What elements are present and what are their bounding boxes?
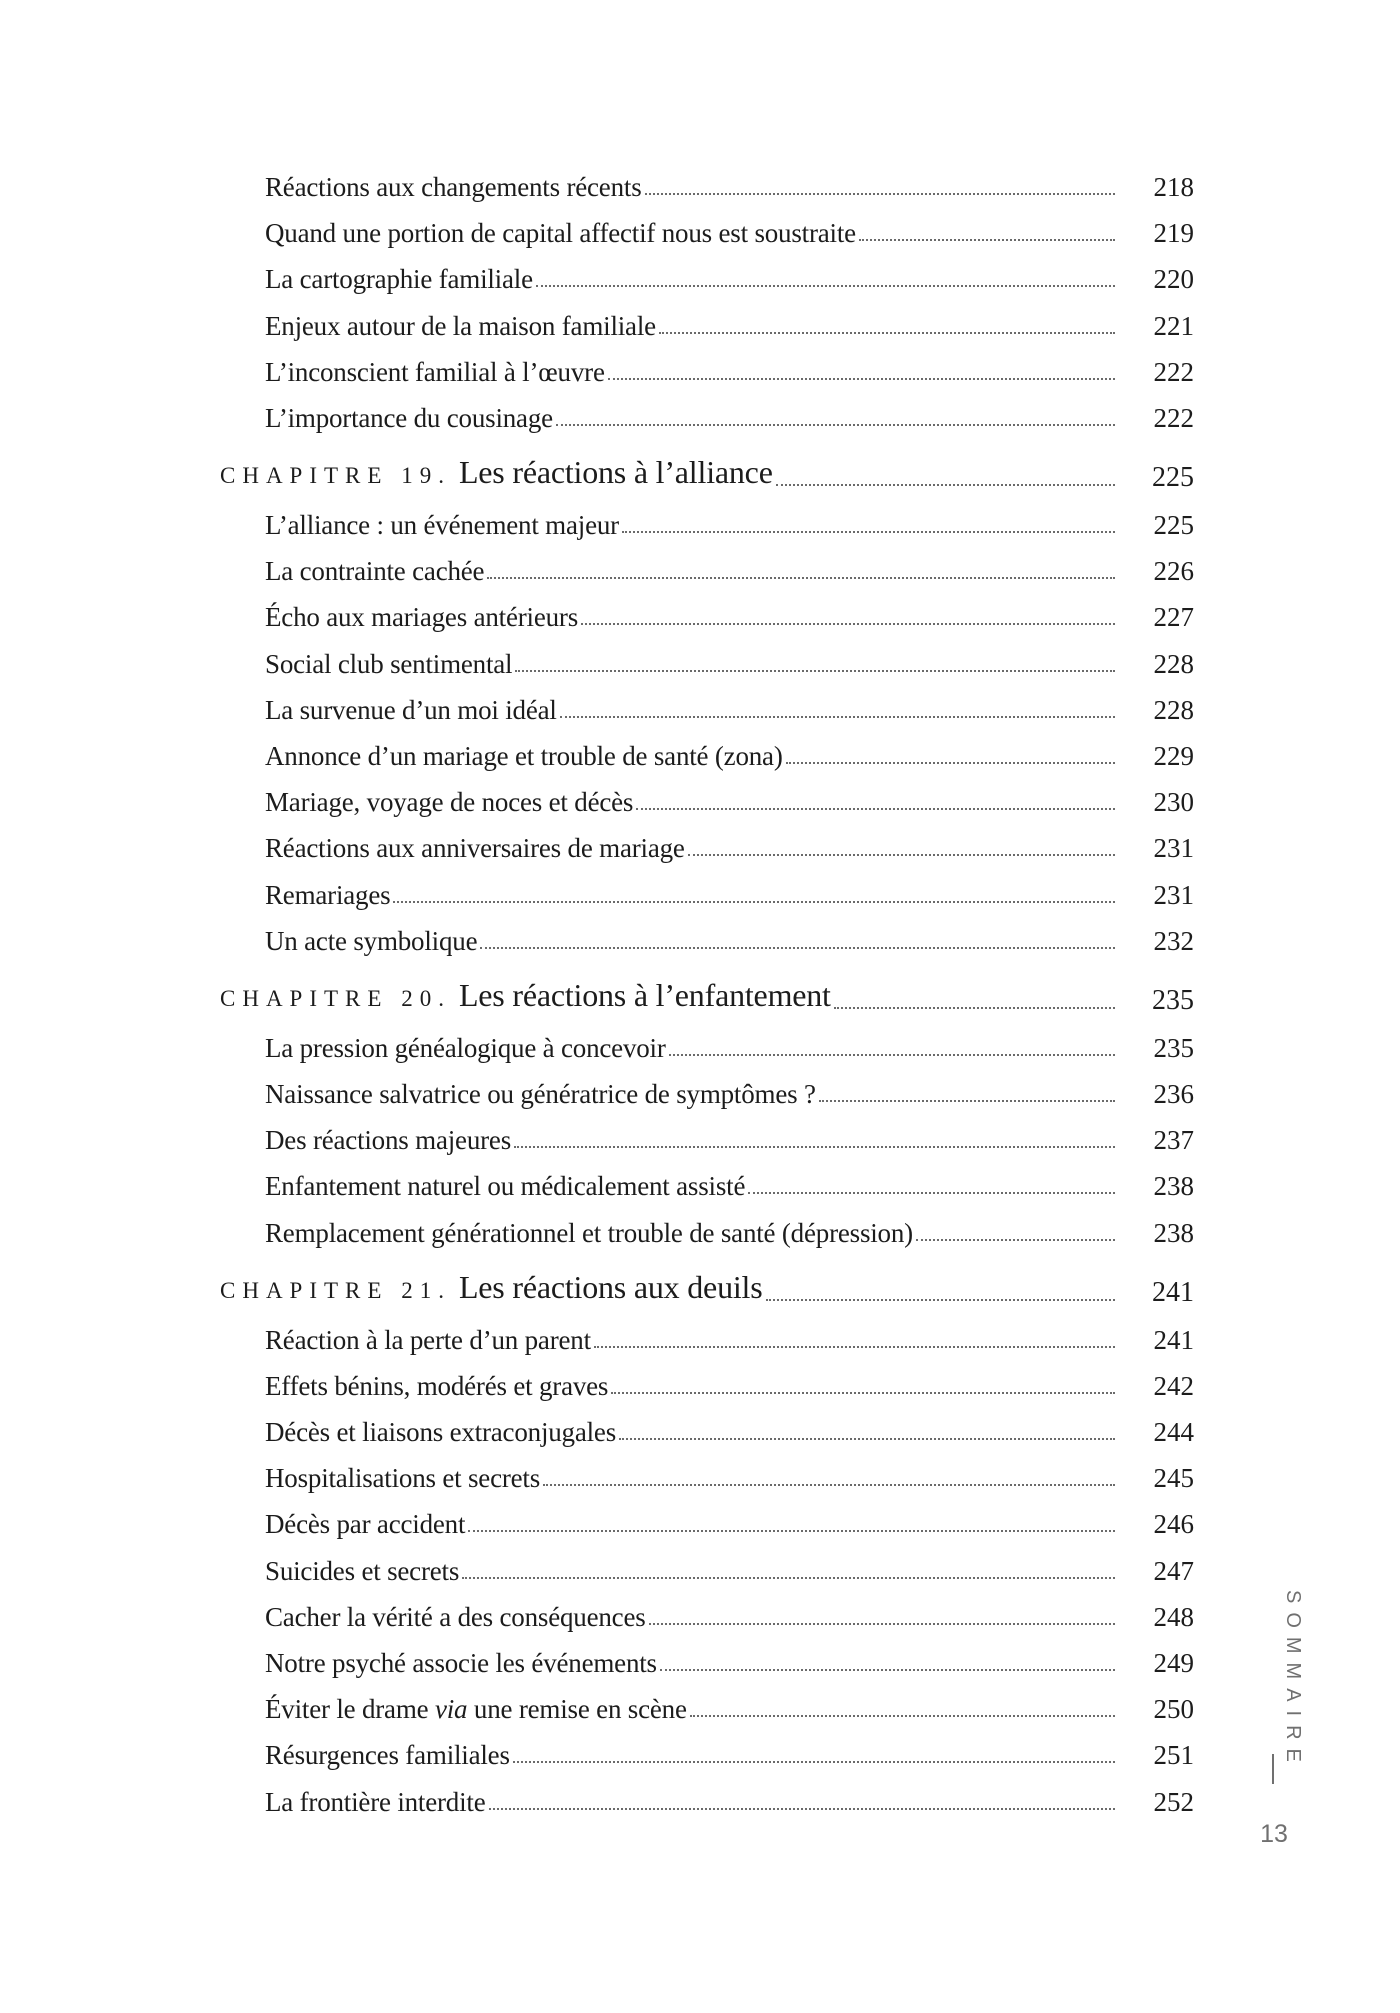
toc-entry-text bbox=[265, 209, 1115, 249]
toc-page-number: 242 bbox=[1153, 1370, 1194, 1401]
toc-entry-row[interactable] bbox=[0, 1639, 1400, 1679]
dot-leader bbox=[556, 423, 1115, 426]
toc-entry-title: Remariages bbox=[265, 879, 391, 910]
toc-entry-row[interactable] bbox=[0, 1362, 1400, 1402]
toc-entry-row[interactable] bbox=[0, 1685, 1400, 1725]
toc-entry-text bbox=[265, 593, 1115, 633]
toc-entry-text bbox=[265, 302, 1115, 342]
toc-entry-row[interactable] bbox=[0, 917, 1400, 957]
toc-entry-title: Effets bénins, modérés et graves bbox=[265, 1370, 609, 1401]
toc-entry-row[interactable] bbox=[0, 640, 1400, 680]
toc-entry-title: La cartographie familiale bbox=[265, 264, 533, 295]
toc-entry-title: Annonce d’un mariage et trouble de santé (zona) bbox=[265, 741, 783, 771]
toc-entry-row[interactable] bbox=[0, 871, 1400, 911]
toc-entry-text bbox=[265, 1547, 1115, 1587]
toc-chapter-row[interactable] bbox=[0, 977, 1400, 1017]
toc-entry-title-wrap bbox=[265, 648, 512, 680]
dot-leader bbox=[536, 284, 1115, 287]
toc-entry-text bbox=[265, 394, 1115, 434]
toc-page-number: 231 bbox=[1153, 833, 1194, 864]
toc-entry-title-wrap bbox=[265, 217, 856, 249]
toc-entry-title: La frontière interdite bbox=[265, 1786, 486, 1817]
toc-entry-title: Cacher la vérité a des conséquences bbox=[265, 1601, 646, 1632]
toc-entry-title-wrap bbox=[265, 402, 553, 434]
dot-leader bbox=[766, 1298, 1116, 1301]
toc-entry-title: L’importance du cousinage bbox=[265, 403, 553, 433]
toc-entry-text bbox=[220, 1269, 1115, 1309]
toc-entry-title: Remplacement générationnel et trouble de santé (dépression) bbox=[265, 1217, 913, 1248]
dot-leader bbox=[462, 1576, 1115, 1579]
toc-entry-title: Enfantement naturel ou médicalement assisté bbox=[265, 1171, 746, 1202]
dot-leader bbox=[560, 715, 1115, 718]
toc-entry-title-wrap bbox=[265, 1786, 486, 1818]
toc-page-number: 236 bbox=[1153, 1079, 1194, 1109]
toc-entry-title-italic: via bbox=[434, 1694, 468, 1725]
toc-entry-title-wrap bbox=[220, 977, 831, 1017]
dot-leader bbox=[819, 1099, 1115, 1102]
toc-entry-row[interactable] bbox=[0, 1070, 1400, 1110]
dot-leader bbox=[581, 622, 1115, 625]
toc-entry-text bbox=[265, 640, 1115, 680]
dot-leader bbox=[659, 331, 1115, 334]
toc-entry-title-wrap bbox=[265, 555, 484, 587]
dot-leader bbox=[611, 1391, 1115, 1394]
toc-entry-title-wrap bbox=[265, 1324, 591, 1356]
toc-entry-row[interactable] bbox=[0, 1209, 1400, 1249]
toc-entry-row[interactable] bbox=[0, 593, 1400, 633]
dot-leader bbox=[480, 946, 1115, 949]
toc-entry-row[interactable] bbox=[0, 1454, 1400, 1494]
toc-entry-title: Enjeux autour de la maison familiale bbox=[265, 310, 656, 341]
dot-leader bbox=[515, 669, 1115, 672]
toc-entry-title-wrap bbox=[265, 1217, 913, 1249]
toc-page-number: 219 bbox=[1153, 218, 1194, 249]
chapter-title: Les réactions aux deuils bbox=[458, 1268, 763, 1305]
toc-entry-row[interactable] bbox=[0, 686, 1400, 726]
toc-entry-title-wrap bbox=[265, 1647, 657, 1679]
toc-entry-text bbox=[265, 917, 1115, 957]
toc-entry-title: une remise en scène bbox=[467, 1694, 687, 1725]
toc-page-number: 232 bbox=[1153, 925, 1194, 956]
toc-entry-row[interactable] bbox=[0, 163, 1400, 203]
dot-leader bbox=[786, 761, 1115, 764]
toc-page-number: 222 bbox=[1153, 356, 1194, 387]
toc-entry-text bbox=[265, 1162, 1115, 1202]
toc-page-number: 228 bbox=[1153, 648, 1194, 679]
toc-entry-title-wrap bbox=[265, 356, 605, 388]
folio-divider bbox=[1272, 1754, 1274, 1784]
dot-leader bbox=[649, 1622, 1115, 1625]
toc-entry-text bbox=[265, 1778, 1115, 1818]
chapter-title: Les réactions à l’alliance bbox=[458, 454, 773, 490]
toc-entry-title-wrap bbox=[265, 832, 685, 864]
toc-entry-text bbox=[265, 547, 1115, 587]
toc-entry-text bbox=[220, 454, 1115, 494]
toc-page-number: 244 bbox=[1153, 1417, 1194, 1447]
toc-entry-row[interactable] bbox=[0, 1162, 1400, 1202]
dot-leader bbox=[645, 192, 1115, 195]
toc-entry-text bbox=[265, 1500, 1115, 1540]
dot-leader bbox=[622, 530, 1115, 533]
toc-entry-row[interactable] bbox=[0, 1024, 1400, 1064]
toc-entry-row[interactable] bbox=[0, 1778, 1400, 1818]
toc-entry-title: Décès par accident bbox=[265, 1509, 466, 1540]
chapter-label: CHAPITRE 19. bbox=[220, 463, 451, 488]
toc-page-number: 248 bbox=[1153, 1601, 1194, 1632]
toc-page-number: 247 bbox=[1153, 1555, 1194, 1586]
toc-entry-title-wrap bbox=[265, 786, 633, 818]
toc-entry-row[interactable] bbox=[0, 1547, 1400, 1587]
toc-entry-title: Des réactions majeures bbox=[265, 1125, 511, 1156]
toc-page-number: 249 bbox=[1153, 1648, 1194, 1678]
toc-entry-text bbox=[265, 1408, 1115, 1448]
toc-entry-title-wrap bbox=[265, 1693, 687, 1725]
toc-entry-title-wrap bbox=[265, 879, 390, 911]
dot-leader bbox=[916, 1238, 1115, 1241]
dot-leader bbox=[636, 807, 1115, 810]
toc-chapter-row[interactable] bbox=[0, 1269, 1400, 1309]
dot-leader bbox=[468, 1529, 1115, 1532]
toc-entry-row[interactable] bbox=[0, 302, 1400, 342]
toc-entry-title-wrap bbox=[265, 1416, 616, 1448]
toc-entry-row[interactable] bbox=[0, 394, 1400, 434]
toc-page-number: 238 bbox=[1153, 1171, 1194, 1202]
toc-page-number: 226 bbox=[1153, 556, 1194, 587]
toc-entry-text bbox=[265, 824, 1115, 864]
toc-entry-row[interactable] bbox=[0, 348, 1400, 388]
dot-leader bbox=[690, 1714, 1115, 1717]
toc-entry-text bbox=[265, 1362, 1115, 1402]
toc-entry-text bbox=[265, 1593, 1115, 1633]
toc-page-number: 246 bbox=[1153, 1509, 1194, 1540]
toc-entry-text bbox=[265, 1316, 1115, 1356]
toc-entry-title: Suicides et secrets bbox=[265, 1555, 460, 1586]
toc-entry-row[interactable] bbox=[0, 547, 1400, 587]
toc-entry-row[interactable] bbox=[0, 1316, 1400, 1356]
toc-entry-title-wrap bbox=[265, 694, 557, 726]
toc-entry-row[interactable] bbox=[0, 778, 1400, 818]
toc-page-number: 221 bbox=[1153, 310, 1194, 341]
toc-entry-title: Naissance salvatrice ou génératrice de symptômes ? bbox=[265, 1079, 816, 1109]
toc-entry-title: Réactions aux anniversaires de mariage bbox=[265, 833, 685, 864]
toc-entry-title: Réactions aux changements récents bbox=[265, 172, 642, 202]
chapter-label: CHAPITRE 20. bbox=[220, 985, 451, 1011]
toc-entry-text bbox=[265, 163, 1115, 203]
chapter-title: Les réactions à l’enfantement bbox=[458, 976, 831, 1013]
toc-entry-row[interactable] bbox=[0, 1116, 1400, 1156]
toc-page-number: 229 bbox=[1153, 741, 1194, 771]
dot-leader bbox=[776, 483, 1115, 486]
toc-entry-row[interactable] bbox=[0, 1731, 1400, 1771]
toc-entry-row[interactable] bbox=[0, 1593, 1400, 1633]
toc-page-number: 222 bbox=[1153, 403, 1194, 433]
toc-entry-text bbox=[265, 732, 1115, 772]
toc-entry-title: La contrainte cachée bbox=[265, 556, 485, 587]
toc-entry-title: Réaction à la perte d’un parent bbox=[265, 1324, 591, 1355]
toc-page-number: 251 bbox=[1153, 1740, 1194, 1771]
toc-entry-title: Hospitalisations et secrets bbox=[265, 1463, 541, 1494]
toc-entry-text bbox=[265, 778, 1115, 818]
toc-entry-title-wrap bbox=[265, 1739, 510, 1771]
toc-page-number: 230 bbox=[1153, 787, 1194, 818]
dot-leader bbox=[514, 1145, 1115, 1148]
dot-leader bbox=[748, 1191, 1115, 1194]
dot-leader bbox=[660, 1668, 1115, 1671]
toc-entry-title: Quand une portion de capital affectif nous est soustraite bbox=[265, 218, 856, 249]
toc-page-number: 220 bbox=[1153, 264, 1194, 295]
toc-entry-text bbox=[265, 255, 1115, 295]
toc-entry-title-wrap bbox=[220, 1269, 763, 1309]
dot-leader bbox=[834, 1006, 1115, 1009]
toc-entry-row[interactable] bbox=[0, 1500, 1400, 1540]
toc-entry-text bbox=[265, 1116, 1115, 1156]
toc-entry-text bbox=[220, 977, 1115, 1017]
toc-entry-text bbox=[265, 1454, 1115, 1494]
toc-entry-title: La pression généalogique à concevoir bbox=[265, 1032, 666, 1063]
toc-page-number: 245 bbox=[1153, 1463, 1194, 1494]
toc-page-number: 237 bbox=[1153, 1125, 1194, 1156]
toc-entry-title: L’alliance : un événement majeur bbox=[265, 510, 619, 540]
toc-page-number: 225 bbox=[1152, 462, 1194, 493]
dot-leader bbox=[859, 238, 1115, 241]
toc-page-number: 241 bbox=[1153, 1324, 1194, 1355]
toc-entry-title-wrap bbox=[220, 454, 773, 494]
page-sidebar bbox=[1244, 1590, 1304, 1890]
toc-page-number: 235 bbox=[1152, 984, 1194, 1016]
toc-entry-title-wrap bbox=[265, 1555, 459, 1587]
toc-entry-title-wrap bbox=[265, 1170, 745, 1202]
toc-entry-text bbox=[265, 1639, 1115, 1679]
toc-entry-title: L’inconscient familial à l’œuvre bbox=[265, 356, 605, 387]
toc-entry-title: La survenue d’un moi idéal bbox=[265, 694, 557, 725]
dot-leader bbox=[487, 576, 1115, 579]
page-number: 13 bbox=[1260, 1820, 1288, 1848]
toc-entry-title: Décès et liaisons extraconjugales bbox=[265, 1417, 617, 1447]
toc-entry-row[interactable] bbox=[0, 732, 1400, 772]
toc-page-number: 225 bbox=[1153, 510, 1194, 540]
toc-entry-row[interactable] bbox=[0, 501, 1400, 541]
toc-page-number: 238 bbox=[1153, 1217, 1194, 1248]
toc-entry-title: Un acte symbolique bbox=[265, 925, 478, 956]
toc-entry-title: Social club sentimental bbox=[265, 648, 513, 679]
running-section-label: SOMMAIRE bbox=[1282, 1590, 1304, 1771]
toc-entry-title-wrap bbox=[265, 509, 619, 541]
dot-leader bbox=[608, 377, 1115, 380]
toc-entry-text bbox=[265, 1070, 1115, 1110]
toc-entry-title: Écho aux mariages antérieurs bbox=[265, 602, 579, 633]
toc-entry-title-wrap bbox=[265, 263, 533, 295]
toc-entry-title-wrap bbox=[265, 171, 642, 203]
toc-entry-text bbox=[265, 1685, 1115, 1725]
toc-entry-row[interactable] bbox=[0, 1408, 1400, 1448]
dot-leader bbox=[543, 1483, 1115, 1486]
dot-leader bbox=[688, 853, 1115, 856]
toc-entry-title: Éviter le drame bbox=[265, 1694, 435, 1725]
toc-entry-text bbox=[265, 871, 1115, 911]
toc-entry-row[interactable] bbox=[0, 255, 1400, 295]
dot-leader bbox=[669, 1053, 1115, 1056]
toc-entry-text bbox=[265, 686, 1115, 726]
toc-entry-title-wrap bbox=[265, 1462, 540, 1494]
toc-entry-text bbox=[265, 1024, 1115, 1064]
toc-entry-title-wrap bbox=[265, 740, 783, 772]
toc-page-number: 231 bbox=[1153, 879, 1194, 910]
toc-entry-text bbox=[265, 1209, 1115, 1249]
toc-entry-title: Mariage, voyage de noces et décès bbox=[265, 787, 634, 818]
dot-leader bbox=[594, 1345, 1115, 1348]
toc-entry-row[interactable] bbox=[0, 824, 1400, 864]
toc-entry-title-wrap bbox=[265, 310, 656, 342]
toc-page-number: 250 bbox=[1153, 1694, 1194, 1725]
toc-entry-title-wrap bbox=[265, 1078, 816, 1110]
toc-entry-title: Résurgences familiales bbox=[265, 1740, 510, 1771]
toc-entry-row[interactable] bbox=[0, 209, 1400, 249]
toc-entry-title-wrap bbox=[265, 1124, 511, 1156]
toc-entry-title-wrap bbox=[265, 1370, 608, 1402]
toc-entry-title-wrap bbox=[265, 1032, 666, 1064]
toc-page-number: 227 bbox=[1153, 602, 1194, 633]
dot-leader bbox=[393, 900, 1115, 903]
toc-page-number: 235 bbox=[1153, 1032, 1194, 1063]
chapter-label: CHAPITRE 21. bbox=[220, 1277, 451, 1303]
toc-page-number: 241 bbox=[1152, 1276, 1194, 1308]
toc-entry-title-wrap bbox=[265, 1601, 646, 1633]
toc-page-number: 228 bbox=[1153, 694, 1194, 725]
toc-entry-title: Notre psyché associe les événements bbox=[265, 1648, 657, 1678]
toc-page-number: 252 bbox=[1153, 1786, 1194, 1817]
toc-entry-title-wrap bbox=[265, 1508, 465, 1540]
toc-entry-text bbox=[265, 501, 1115, 541]
dot-leader bbox=[513, 1760, 1115, 1763]
toc-entry-text bbox=[265, 1731, 1115, 1771]
dot-leader bbox=[619, 1437, 1115, 1440]
dot-leader bbox=[489, 1807, 1116, 1810]
toc-chapter-row[interactable] bbox=[0, 454, 1400, 494]
toc-entry-title-wrap bbox=[265, 925, 477, 957]
toc-page-number: 218 bbox=[1153, 172, 1194, 202]
toc-entry-title-wrap bbox=[265, 601, 578, 633]
toc-entry-text bbox=[265, 348, 1115, 388]
